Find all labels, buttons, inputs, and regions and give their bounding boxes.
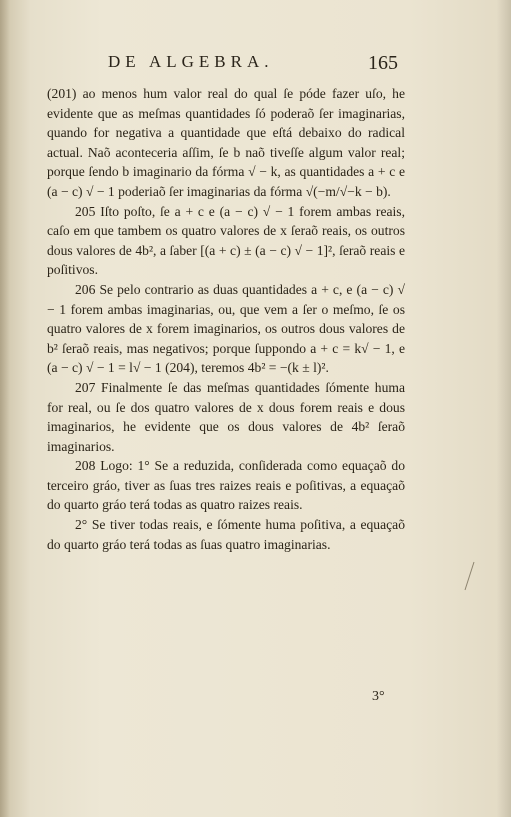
paragraph-206: 206 Se pelo contrario as duas quantidades a + c, e (a − c) √ − 1 forem ambas imaginarias, ou, que vem a ſer o meſmo, ſe os quatro valores de x forem imaginarios, os outros dous valores de b² ſeraõ reais, mas negativos; porque ſuppondo a + c = k√ − 1, e (a − c) √ − 1 = l√ − 1 (204), teremos 4b² = −(k ± l)². [47,281,405,376]
gutter-shadow [0,0,10,817]
page-header [0,52,511,78]
edge-shadow [497,0,511,817]
page-number: 165 [368,52,398,74]
body-text [47,84,405,554]
paragraph-208-item-2: 2° Se tiver todas reais, e ſómente huma poſitiva, a equaçaõ do quarto gráo terá todas as ſuas quatro imaginarias. [47,517,405,552]
paragraph-208: 208 Logo: 1° Se a reduzida, conſiderada como equaçaõ do terceiro gráo, tiver as ſuas tres raizes reais e poſitivas, a equaçaõ do quarto gráo terá todas as quatro raizes reais. [47,458,405,513]
running-title: DE ALGEBRA. [108,52,274,71]
paragraph-201-continuation: (201) ao menos hum valor real do qual ſe póde fazer uſo, he evidente que as meſmas quantidades ſó poderaõ ſer imaginarias, quando for negativa a quantidade que eſtá debaixo do radical actual. Naõ aconteceria aſſim, ſe b naõ tiveſſe algum valor real; porque ſendo b imaginario da fórma √ − k, as quantidades a + c e (a − c) √ − 1 poderiaõ ſer imaginarias da fórma √(−m/√−k − b). [47,86,405,199]
catchword: 3° [372,689,385,704]
paragraph-207: 207 Finalmente ſe das meſmas quantidades ſómente huma for real, ou ſe dos quatro valores de x dous forem reais e dous imaginarios, he evidente que os dous valores de 4b² ſeraõ imaginarios. [47,379,405,454]
pencil-mark [462,560,476,592]
paragraph-205: 205 Iſto poſto, ſe a + c e (a − c) √ − 1 forem ambas reais, caſo em que tambem os quatro valores de x ſeraõ reais, os outros dous valores de 4b², a ſaber [(a + c) ± (a − c) √ − 1]², ſeraõ reais e poſitivos. [47,203,405,278]
